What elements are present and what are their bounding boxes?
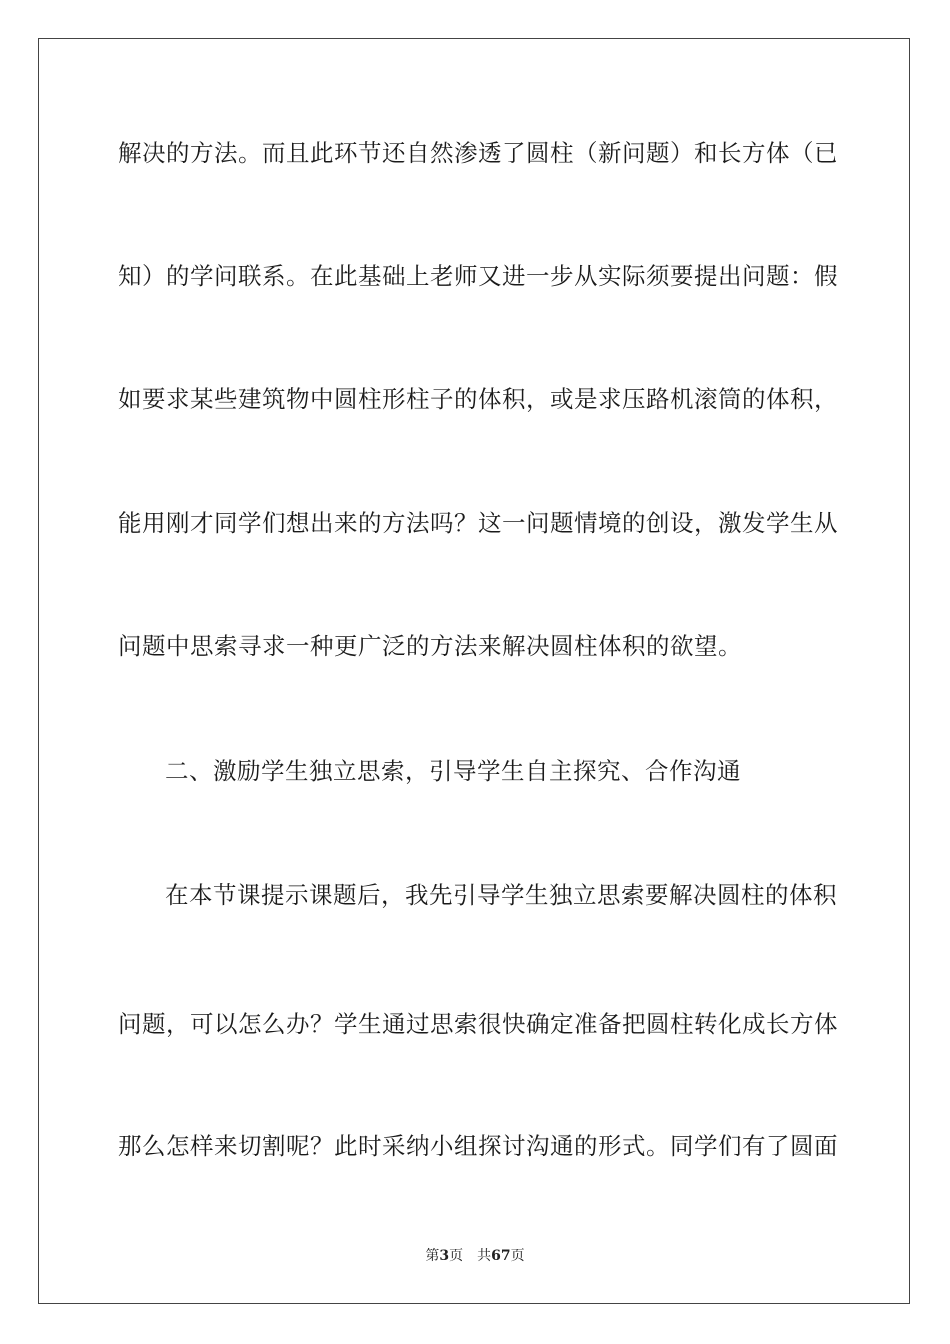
page-number: 3 [439,1248,450,1264]
text-line-7: 在本节课提示课题后，我先引导学生独立思索要解决圆柱的体积 [165,881,837,909]
text-line-2: 知）的学问联系。在此基础上老师又进一步从实际须要提出问题：假 [118,262,838,290]
text-line-9: 那么怎样来切割呢？此时采纳小组探讨沟通的形式。同学们有了圆面 [118,1132,838,1160]
text-line-8: 问题，可以怎么办？学生通过思索很快确定准备把圆柱转化成长方体 [118,1010,838,1038]
page-border [38,38,910,1304]
total-suffix: 页 [510,1248,525,1264]
text-line-1: 解决的方法。而且此环节还自然渗透了圆柱（新问题）和长方体（已 [118,139,838,167]
text-line-4: 能用刚才同学们想出来的方法吗？这一问题情境的创设，激发学生从 [118,509,838,537]
total-pages: 67 [491,1248,511,1264]
text-line-5: 问题中思索寻求一种更广泛的方法来解决圆柱体积的欲望。 [118,632,742,660]
section-heading: 二、激励学生独立思索，引导学生自主探究、合作沟通 [165,757,741,785]
page-footer [0,1247,950,1265]
total-prefix: 共 [477,1248,492,1264]
page-suffix: 页 [449,1248,464,1264]
text-line-3: 如要求某些建筑物中圆柱形柱子的体积，或是求压路机滚筒的体积， [118,385,838,413]
page-prefix: 第 [425,1248,440,1264]
